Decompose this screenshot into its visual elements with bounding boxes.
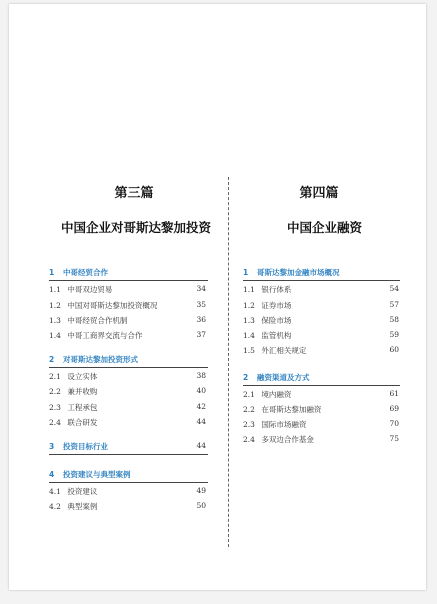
- entry-page: 54: [389, 284, 399, 293]
- entry-page: 37: [196, 330, 206, 339]
- chapter-title: 中哥经贸合作: [63, 268, 108, 277]
- toc-entry[interactable]: [49, 330, 206, 342]
- entry-number: 2.3: [243, 420, 255, 429]
- toc-entry[interactable]: [49, 486, 206, 498]
- entry-number: 1.4: [49, 331, 61, 340]
- entry-page: 69: [389, 404, 399, 413]
- entry-page: 34: [196, 284, 206, 293]
- chapter-rule: [49, 367, 208, 368]
- entry-title: 中哥工商界交流与合作: [67, 331, 143, 340]
- entry-number: 4.2: [49, 502, 61, 511]
- part-title: 中国企业对哥斯达黎加投资: [61, 220, 212, 235]
- entry-number: 1.1: [49, 285, 61, 294]
- part-label: 第四篇: [299, 186, 339, 201]
- entry-number: 1.2: [243, 301, 255, 310]
- entry-number: 2.2: [49, 387, 61, 396]
- toc-chapter-heading[interactable]: [49, 441, 206, 452]
- entry-page: 35: [196, 300, 206, 309]
- toc-entry[interactable]: [49, 315, 206, 327]
- toc-entry[interactable]: [49, 300, 206, 312]
- entry-number: 1.2: [49, 301, 61, 310]
- entry-title: 国际市场融资: [261, 420, 307, 429]
- entry-title: 联合研发: [67, 418, 98, 427]
- entry-page: 42: [196, 402, 206, 411]
- toc-entry[interactable]: [243, 434, 399, 446]
- chapter-number: 2: [243, 373, 249, 382]
- chapter-rule: [243, 280, 400, 281]
- entry-page: 38: [196, 371, 206, 380]
- toc-chapter-heading[interactable]: [49, 354, 138, 365]
- entry-title: 在哥斯达黎加融资: [261, 405, 322, 414]
- toc-chapter-heading[interactable]: [243, 267, 340, 278]
- entry-page: 44: [196, 417, 206, 426]
- entry-title: 投资建议: [67, 487, 98, 496]
- entry-title: 设立实体: [67, 372, 98, 381]
- entry-number: 2.1: [49, 372, 61, 381]
- entry-title: 工程承包: [67, 403, 98, 412]
- toc-entry[interactable]: [243, 389, 399, 401]
- entry-page: 61: [389, 389, 399, 398]
- entry-number: 2.1: [243, 390, 255, 399]
- toc-entry[interactable]: [49, 501, 206, 513]
- chapter-page: 44: [196, 441, 206, 450]
- entry-title: 兼并收购: [67, 387, 98, 396]
- document-page: [9, 4, 426, 590]
- entry-title: 监管机构: [261, 331, 292, 340]
- toc-entry[interactable]: [243, 300, 399, 312]
- entry-title: 典型案例: [67, 502, 98, 511]
- toc-entry[interactable]: [49, 371, 206, 383]
- toc-entry[interactable]: [49, 284, 206, 296]
- toc-entry[interactable]: [49, 402, 206, 414]
- entry-number: 1.1: [243, 285, 255, 294]
- toc-entry[interactable]: [49, 386, 206, 398]
- part-title: 中国企业融资: [287, 220, 363, 235]
- entry-page: 49: [196, 486, 206, 495]
- entry-page: 50: [196, 501, 206, 510]
- toc-chapter-heading[interactable]: [49, 469, 131, 480]
- chapter-title: 融资渠道及方式: [257, 373, 310, 382]
- entry-title: 中哥双边贸易: [67, 285, 113, 294]
- chapter-number: 1: [49, 268, 55, 277]
- toc-entry[interactable]: [243, 419, 399, 431]
- entry-number: 1.5: [243, 346, 255, 355]
- entry-number: 2.4: [243, 435, 255, 444]
- toc-entry[interactable]: [49, 417, 206, 429]
- entry-page: 75: [389, 434, 399, 443]
- chapter-number: 1: [243, 268, 249, 277]
- chapter-title: 对哥斯达黎加投资形式: [63, 355, 138, 364]
- entry-title: 银行体系: [261, 285, 292, 294]
- toc-entry[interactable]: [243, 345, 399, 357]
- entry-title: 中国对哥斯达黎加投资概况: [67, 301, 158, 310]
- entry-title: 证券市场: [261, 301, 292, 310]
- entry-page: 59: [389, 330, 399, 339]
- part-label: 第三篇: [114, 186, 154, 201]
- chapter-title: 投资目标行业: [63, 442, 108, 451]
- column-divider: [228, 177, 229, 547]
- entry-title: 多双边合作基金: [261, 435, 314, 444]
- chapter-number: 2: [49, 355, 55, 364]
- toc-entry[interactable]: [243, 284, 399, 296]
- chapter-rule: [243, 385, 400, 386]
- entry-title: 中哥经贸合作机制: [67, 316, 128, 325]
- entry-number: 2.3: [49, 403, 61, 412]
- entry-page: 60: [389, 345, 399, 354]
- entry-number: 4.1: [49, 487, 61, 496]
- entry-title: 外汇相关规定: [261, 346, 307, 355]
- toc-chapter-heading[interactable]: [49, 267, 108, 278]
- chapter-number: 4: [49, 470, 55, 479]
- entry-title: 保险市场: [261, 316, 292, 325]
- entry-page: 70: [389, 419, 399, 428]
- entry-page: 40: [196, 386, 206, 395]
- toc-chapter-heading[interactable]: [243, 372, 310, 383]
- entry-number: 2.4: [49, 418, 61, 427]
- entry-page: 36: [196, 315, 206, 324]
- chapter-number: 3: [49, 442, 55, 451]
- entry-number: 1.4: [243, 331, 255, 340]
- toc-entry[interactable]: [243, 330, 399, 342]
- toc-entry[interactable]: [243, 315, 399, 327]
- chapter-title: 哥斯达黎加金融市场概况: [257, 268, 340, 277]
- chapter-rule: [49, 482, 208, 483]
- chapter-rule: [49, 454, 208, 455]
- entry-title: 境内融资: [261, 390, 292, 399]
- entry-page: 57: [389, 300, 399, 309]
- chapter-title: 投资建议与典型案例: [63, 470, 131, 479]
- toc-entry[interactable]: [243, 404, 399, 416]
- entry-page: 58: [389, 315, 399, 324]
- entry-number: 1.3: [49, 316, 61, 325]
- entry-number: 2.2: [243, 405, 255, 414]
- chapter-rule: [49, 280, 208, 281]
- entry-number: 1.3: [243, 316, 255, 325]
